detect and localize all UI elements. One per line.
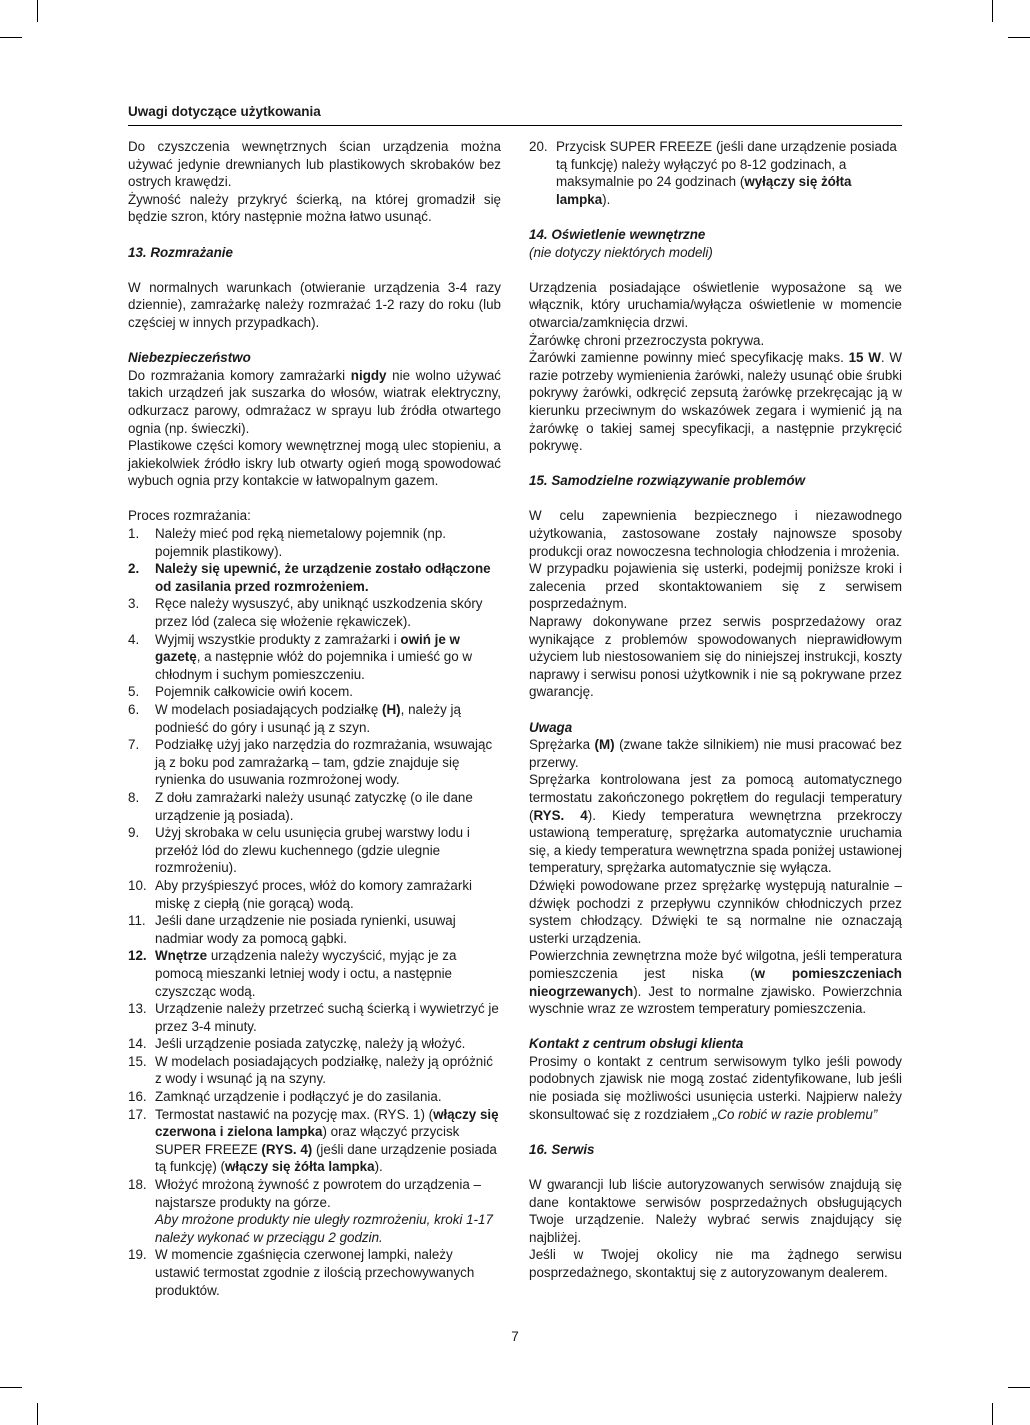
step-text: Włożyć mrożoną żywność z powrotem do urządzenia – najstarsze produkty na górze. (155, 1177, 481, 1210)
step-text: , a następnie włóż do pojemnika i umieść go w chłodnym i suchym pomieszczeniu. (155, 649, 473, 682)
paragraph: Plastikowe części komory wewnętrznej mogą ulec stopieniu, a jakiekolwiek źródło iskry lub otwarty ogień mogą spowodować wybuch ognia przy kontakcie w łatwopalnym gazem. (128, 438, 501, 489)
step-text: Zamknąć urządzenie i podłączyć je do zasilania. (155, 1089, 442, 1105)
crop-mark (1008, 37, 1030, 38)
crop-mark (0, 1387, 22, 1388)
paragraph (529, 1053, 902, 1123)
paragraph: Proces rozmrażania: (128, 508, 251, 524)
paragraph: Żywność należy przykryć ścierką, na której gromadził się będzie szron, który następnie można łatwo usunąć. (128, 191, 501, 225)
step-number: 6. (128, 702, 140, 717)
step-text: ) oraz włączyć przycisk SUPER FREEZE (155, 1124, 460, 1157)
step-text: Jeśli dane urządzenie nie posiada rynienki, usuwaj nadmiar wody za pomocą gąbki. (155, 913, 456, 946)
reference: „Co robić w razie problemu” (712, 1106, 878, 1122)
step-text: W modelach posiadających podziałkę, należy ją opróżnić z wody i wsunąć ją na szyny. (155, 1053, 493, 1087)
paragraph: W gwarancji lub liście autoryzowanych serwisów znajdują się dane kontaktowe serwisów posprzedażnych obsługujących Twoje urządzenie. Należy wybrać serwis znajdujący się najbliżej. (529, 1177, 902, 1245)
step-number: 2. (128, 561, 140, 577)
page-number: 7 (511, 1329, 519, 1344)
paragraph (529, 947, 902, 1017)
section-heading: 16. Serwis (529, 1141, 595, 1157)
step-text: ). (374, 1159, 383, 1175)
steps-list-continued (529, 138, 902, 208)
step-text: urządzenia należy wyczyścić, myjąc je za pomocą mieszanki letniej wody i octu, a następnie czyszcząc wodą. (155, 948, 457, 999)
text: . W razie potrzeby wymienienia żarówki, należy usunąć obie śrubki pokrywy żarówki, odkręcić zepsutą żarówkę przekręcając ją w kierunku przeciwnym do wskazówek zegara i wymienić ją na żarówkę o takiej samej specyfikacji, a następnie przykręcić pokrywę. (529, 350, 902, 454)
text: (zwane także silnikiem) nie musi pracować bez przerwy. (529, 737, 902, 770)
step-text: Z dołu zamrażarki należy usunąć zatyczkę (o ile dane urządzenie ją posiada). (155, 789, 473, 823)
left-column (128, 138, 501, 1299)
step-text: Pojemnik całkowicie owiń kocem. (155, 684, 353, 700)
paragraph: Do czyszczenia wewnętrznych ścian urządzenia można używać jedynie drewnianych lub plastikowych skrobaków bez ostrych krawędzi. (128, 139, 501, 190)
section-heading: 13. Rozmrażanie (128, 244, 233, 260)
emphasis: wyłączy się żółta lampka (556, 174, 852, 207)
paragraph: Żarówkę chroni przezroczysta pokrywa. (529, 332, 765, 348)
step-text: Aby przyśpieszyć proces, włóż do komory zamrażarki miskę z ciepłą (nie gorącą) wodą. (155, 877, 473, 911)
crop-mark (992, 1403, 993, 1425)
emphasis: włączy się czerwona i zielona lampka (155, 1106, 499, 1140)
emphasis: (RYS. 4) (261, 1141, 313, 1157)
emphasis: RYS. 4 (533, 807, 588, 823)
crop-mark (0, 37, 22, 38)
step-number: 8. (128, 789, 140, 805)
paragraph: W celu zapewnienia bezpiecznego i niezawodnego użytkowania, zastosowane zostały najnowsze sposoby produkcji oraz nowoczesna technologia chłodzenia i mrożenia. (529, 508, 902, 559)
subsection-heading: Uwaga (529, 719, 573, 735)
list-item (128, 912, 501, 947)
step-number: 20. (529, 139, 548, 154)
list-item (128, 1176, 501, 1246)
step-text: Użyj skrobaka w celu usunięcia grubej warstwy lodu i przełóż lód do zlewu kuchennego (gdzie ulegnie rozmrożeniu). (155, 825, 470, 876)
page-title: Uwagi dotyczące użytkowania (128, 104, 321, 119)
step-number: 17. (128, 1106, 147, 1122)
text: Sprężarka kontrolowana jest za pomocą automatycznego termostatu zakończonego pokrętłem do regulacji temperatury ( (529, 772, 902, 823)
emphasis: (M) (594, 737, 615, 753)
paragraph (529, 349, 902, 455)
step-number: 5. (128, 684, 140, 700)
step-text: (jeśli dane urządzenie posiada tą funkcję) ( (155, 1141, 497, 1175)
right-column (529, 138, 902, 1282)
step-number: 12. (128, 948, 147, 964)
step-number: 11. (128, 913, 146, 929)
list-item (128, 1106, 501, 1176)
step-text: Podziałkę użyj jako narzędzia do rozmrażania, wsuwając ją z boku pod zamrażarką – tam, gdzie znajduje się rynienka do usuwania rozmrożonej wody. (155, 737, 493, 788)
step-text: , należy ją podnieść do góry i usunąć ją z szyn. (155, 702, 461, 735)
list-item (128, 947, 501, 1000)
step-text: Należy mieć pod ręką niemetalowy pojemnik (np. pojemnik plastikowy). (155, 526, 447, 559)
step-text: Przycisk SUPER FREEZE (jeśli dane urządzenie posiada tą funkcję) należy wyłączyć po 8-12 godzinach, a maksymalnie po 24 godzinach ( (556, 139, 897, 190)
step-number: 4. (128, 631, 140, 647)
step-text: ). (602, 191, 611, 207)
paragraph: W przypadku pojawienia się usterki, podejmij poniższe kroki i zalecenia przed skontaktowaniem się z serwisem posprzedażnym. (529, 561, 902, 612)
step-text: Jeśli urządzenie posiada zatyczkę, należy ją włożyć. (155, 1036, 466, 1052)
text: Sprężarka (529, 737, 595, 753)
emphasis: nigdy (350, 367, 387, 383)
list-item (128, 701, 501, 736)
section-heading: 14. Oświetlenie wewnętrzne (529, 226, 706, 242)
text: Do rozmrażania komory zamrażarki (128, 367, 351, 383)
list-item (128, 525, 501, 560)
step-number: 15. (128, 1053, 147, 1069)
emphasis: Wnętrze (155, 948, 208, 964)
paragraph (529, 736, 902, 771)
section-subtitle: (nie dotyczy niektórych modeli) (529, 244, 713, 260)
subsection-heading: Kontakt z centrum obsługi klienta (529, 1036, 744, 1052)
subsection-heading: Niebezpieczeństwo (128, 350, 251, 366)
step-number: 16. (128, 1089, 147, 1105)
list-item (128, 789, 501, 824)
step-number: 14. (128, 1036, 147, 1052)
paragraph: Naprawy dokonywane przez serwis posprzedażowy oraz wynikające z problemów spowodowanych nieprawidłowym użyciem lub niestosowaniem się do niniejszej instrukcji, koszty naprawy i serwisu ponosi użytkownik i nie są pokrywane przez gwarancję. (529, 614, 902, 700)
step-number: 18. (128, 1177, 147, 1193)
paragraph: Jeśli w Twojej okolicy nie ma żądnego serwisu posprzedażnego, skontaktuj się z autoryzowanym dealerem. (529, 1247, 902, 1280)
step-text: Ręce należy wysuszyć, aby uniknąć uszkodzenia skóry przez lód (zaleca się włożenie rękawiczek). (155, 596, 483, 630)
emphasis: 15 W (848, 350, 881, 366)
step-text: Urządzenie należy przetrzeć suchą ścierką i wywietrzyć je przez 3-4 minuty. (155, 1001, 499, 1034)
crop-mark (1008, 1387, 1030, 1388)
list-item (128, 595, 501, 630)
step-number: 7. (128, 737, 140, 753)
step-text: W modelach posiadających podziałkę (155, 702, 383, 717)
section-heading: 15. Samodzielne rozwiązywanie problemów (529, 473, 806, 489)
step-text: Wyjmij wszystkie produkty z zamrażarki i (155, 631, 401, 647)
step-text: Termostat nastawić na pozycję max. (RYS. 1) ( (155, 1106, 434, 1122)
list-item (128, 1246, 501, 1299)
paragraph (128, 367, 501, 437)
text: ). Kiedy temperatura wewnętrzna przekroczy ustawioną temperaturę, sprężarka automatycznie uruchamia się, a kiedy temperatura wewnętrzna spada poniżej ustawionej temperatury, sprężarka automatycznie się wyłącza. (529, 807, 902, 876)
steps-list (128, 525, 501, 1299)
list-item (529, 138, 902, 208)
paragraph: Urządzenia posiadające oświetlenie wyposażone są we włącznik, który uruchamia/wyłącza oświetlenie w momencie otwarcia/zamknięcia drzwi. (529, 279, 902, 330)
list-item (128, 1000, 501, 1035)
emphasis: owiń je w gazetę (155, 631, 460, 665)
emphasis: (H) (382, 702, 401, 717)
step-number: 10. (128, 877, 147, 893)
list-item (128, 736, 501, 789)
step-number: 9. (128, 825, 140, 841)
text: Żarówki zamienne powinny mieć specyfikację maks. (529, 350, 849, 366)
paragraph: W normalnych warunkach (otwieranie urządzenia 3-4 razy dziennie), zamrażarkę należy rozmrażać 1-2 razy do roku (lub częściej w innych przypadkach). (128, 279, 501, 330)
list-item (128, 560, 501, 595)
list-item (128, 1088, 501, 1106)
list-item (128, 683, 501, 701)
step-number: 13. (128, 1001, 147, 1017)
list-item (128, 824, 501, 877)
list-item (128, 877, 501, 912)
step-text: W momencie zgaśnięcia czerwonej lampki, należy ustawić termostat zgodnie z ilością przechowywanych produktów. (155, 1247, 475, 1298)
step-text: Należy się upewnić, że urządzenie zostało odłączone od zasilania przed rozmrożeniem. (155, 561, 491, 594)
list-item (128, 1035, 501, 1053)
text: nie wolno używać takich urządzeń jak suszarka do włosów, wiatrak elektryczny, odkurzacz parowy, odmrażacz w sprayu lub źródła otwartego ognia (np. świeczki). (128, 367, 501, 436)
step-number: 19. (128, 1247, 147, 1263)
page-header (128, 103, 902, 126)
step-number: 1. (128, 526, 140, 542)
crop-mark (992, 0, 993, 22)
step-number: 3. (128, 596, 140, 612)
text: Powierzchnia zewnętrzna może być wilgotna, jeśli temperatura pomieszczenia jest niska ( (529, 948, 902, 981)
list-item (128, 1053, 501, 1088)
text: ). Jest to normalne zjawisko. Powierzchnia wyschnie wraz ze wzrostem temperatury pomieszczenia. (529, 983, 902, 1017)
crop-mark (37, 1403, 38, 1425)
emphasis: włączy się żółta lampka (224, 1159, 375, 1175)
text: Prosimy o kontakt z centrum serwisowym tylko jeśli powody podobnych zjawisk nie mogą zostać zidentyfikowane, lub jeśli nie posiada się możliwości usunięcia usterki. Najpierw należy skonsultować się z rozdziałem (529, 1053, 902, 1122)
crop-mark (37, 0, 38, 22)
paragraph (529, 771, 902, 877)
emphasis: w pomieszczeniach nieogrzewanych (529, 965, 902, 999)
list-item (128, 631, 501, 684)
paragraph: Dźwięki powodowane przez sprężarkę występują naturalnie – dźwięk pochodzi z przepływu czynników chłodniczych przez system chłodzący. Dźwięki te są normalne nie oznaczają usterki urządzenia. (529, 877, 902, 946)
step-note: Aby mrożone produkty nie uległy rozmrożeniu, kroki 1-17 należy wykonać w przeciągu 2 godzin. (155, 1212, 493, 1245)
